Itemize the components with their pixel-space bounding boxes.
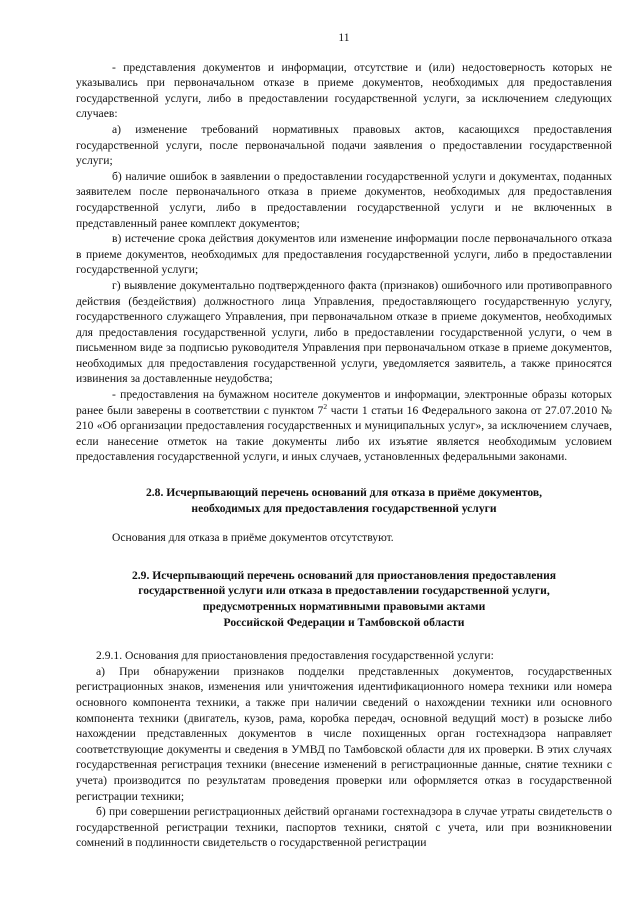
section-heading-2-8 [76,485,612,516]
paragraph-case-v: в) истечение срока действия документов или изменение информации после первоначального отказа в приеме документов, необходимых для предоставления государственной услуги, либо в предоставлении государственной услуги; [76,232,612,277]
paper-text-before: - предоставления на бумажном носителе документов и информации, электронные образы которых ранее были заверены в соответствии с пунктом 7 [76,388,612,417]
paragraph-case-g: г) выявление документально подтвержденного факта (признаков) ошибочного или противоправного действия (бездействия) должностного лица Управления, предоставляющего государственную услугу, государственного служащего Управления, при первоначальном отказе в приеме документов, необходимых для предоставления государственной услуги, либо в предоставлении государственной услуги, о чем в письменном виде за подписью руководителя Управления при первоначальном отказе в приеме документов, необходимых для предоставления государственной услуги, уведомляется заявитель, а также приносятся извинения за доставленные неудобства; [76,278,612,386]
paragraph-2-9-1-b: б) при совершении регистрационных действий органами гостехнадзора в случае утраты свидетельств о государственной регистрации техники, паспортов техники, снятой с учета, или при возникновении сомнений в подлинности свидетельств о государственной регистрации [76,805,612,850]
paragraph-case-a: а) изменение требований нормативных правовых актов, касающихся предоставления государственной услуги, после первоначальной подачи заявления о предоставлении государственной услуги; [76,122,612,168]
heading-line: Российской Федерации и Тамбовской области [223,615,465,629]
paragraph-documents-absence: - представления документов и информации, отсутствие и (или) недостоверность которых не указывались при первоначальном отказе в приеме документов, необходимых для предоставления государственной услуги, либо в предоставлении государственной услуги, за исключением следующих случаев: [76,60,612,121]
paragraph-2-9-1: 2.9.1. Основания для приостановления предоставления государственной услуги: [96,649,494,663]
paper-text-after: части 1 статьи 16 Федерального закона от 27.07.2010 № 210 «Об организации предоставления государственных и муниципальных услуг», за исключением случаев, если нанесение отметок на такие документы либо их изъятие является необходимым условием предоставления государственной услуги, и иных случаев, установленных федеральными законами. [76,403,612,464]
heading-line: 2.9. Исчерпывающий перечень оснований для приостановления предоставления [131,568,557,582]
heading-line: предусмотренных нормативными правовыми актами [202,600,486,613]
footnote-superscript: 2 [323,401,328,411]
heading-line: 2.8. Исчерпывающий перечень оснований для отказа в приёме документов, [145,486,543,500]
heading-line: государственной услуги или отказа в предоставлении государственной услуги, [138,584,550,598]
heading-line: необходимых для предоставления государственной услуги [191,501,497,515]
paragraph-2-9-1-a: а) При обнаружении признаков подделки представленных документов, государственных регистрационных знаков, изменения или уничтожения идентификационного номера техники или номера основного компонента техники, а также при наличии сведений о нахождении техники или основного компонента техники (двигатель, кузов, рама, коробка передач, основной ведущий мост) в розыске либо нахождении представленных документов в числе похищенных орган гостехнадзора направляет соответствующие документы и сведения в УМВД по Тамбовской области для их проверки. В этих случаях государственная регистрация техники (внесение изменений в регистрационные данные, снятие техники с учета) производится по результатам проведения проверки или оформляется отказ в государственной регистрации техники; [76,664,612,803]
paragraph-paper-documents [76,387,612,465]
section-heading-2-9 [76,568,612,630]
paragraph-2-8-text: Основания для отказа в приёме документов отсутствуют. [112,531,394,545]
page-number: 11 [338,31,350,44]
paragraph-case-b: б) наличие ошибок в заявлении о предоставлении государственной услуги и документах, поданных заявителем после первоначального отказа в приеме документов, необходимых для предоставления государственной услуги, либо в предоставлении государственной услуги и не включенных в представленный ранее комплект документов; [76,169,612,230]
